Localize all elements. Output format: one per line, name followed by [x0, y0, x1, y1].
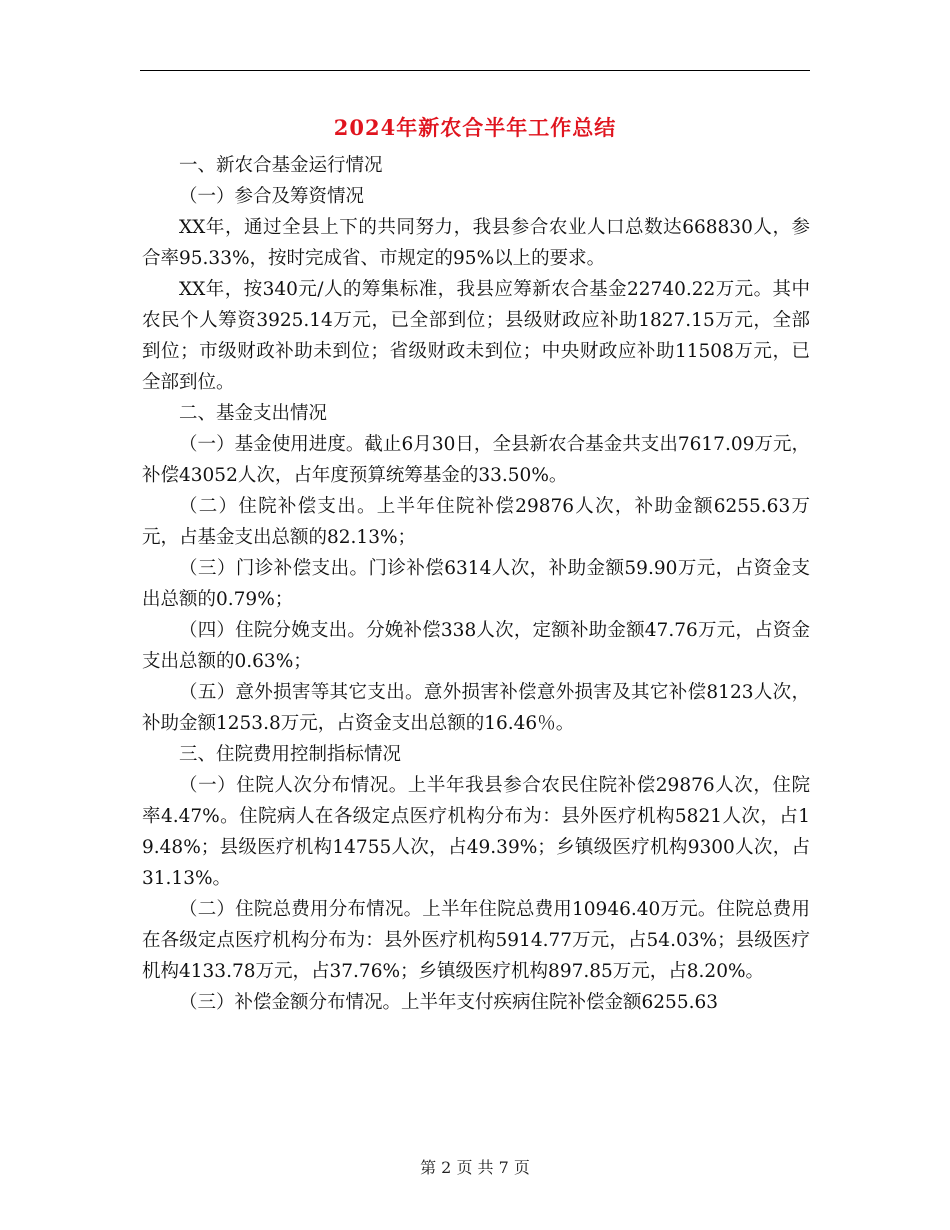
section-heading-fund-operation: 一、新农合基金运行情况	[179, 155, 383, 176]
paragraph-outpatient-compensation: （三）门诊补偿支出。门诊补偿6314人次，补助金额59.90万元，占资金支出总额的0.79%；	[142, 558, 810, 610]
document-title: 2024年新农合半年工作总结	[333, 115, 617, 140]
section-heading-cost-control: 三、住院费用控制指标情况	[179, 744, 402, 765]
section-heading-fund-expenditure: 二、基金支出情况	[179, 403, 328, 424]
document-body	[142, 150, 810, 1018]
page-number: 第 2 页 共 7 页	[420, 1158, 530, 1177]
subsection-heading-enrollment: （一）参合及筹资情况	[179, 186, 365, 207]
paragraph-inpatient-distribution: （一）住院人次分布情况。上半年我县参合农民住院补偿29876人次，住院率4.47%。住院病人在各级定点医疗机构分布为：县外医疗机构5821人次，占19.48%；县级医疗机构14755人次，占49.39%；乡镇级医疗机构9300人次，占31.13%。	[142, 775, 810, 889]
paragraph-fund-usage: （一）基金使用进度。截止6月30日，全县新农合基金共支出7617.09万元，补偿43052人次，占年度预算统筹基金的33.50%。	[142, 434, 810, 486]
paragraph-inpatient-compensation: （二）住院补偿支出。上半年住院补偿29876人次，补助金额6255.63万元，占基金支出总额的82.13%；	[142, 496, 810, 548]
paragraph-compensation-distribution: （三）补偿金额分布情况。上半年支付疾病住院补偿金额6255.63	[179, 992, 719, 1013]
paragraph-total-cost-distribution: （二）住院总费用分布情况。上半年住院总费用10946.40万元。住院总费用在各级定点医疗机构分布为：县外医疗机构5914.77万元，占54.03%；县级医疗机构4133.78万元，占37.76%；乡镇级医疗机构897.85万元，占8.20%。	[142, 899, 810, 982]
paragraph-accident-other: （五）意外损害等其它支出。意外损害补偿意外损害及其它补偿8123人次，补助金额1253.8万元，占资金支出总额的16.46％。	[142, 682, 810, 734]
paragraph-enrollment: XX年，通过全县上下的共同努力，我县参合农业人口总数达668830人，参合率95.33%，按时完成省、市规定的95%以上的要求。	[142, 217, 810, 269]
header-rule	[140, 70, 810, 71]
paragraph-fundraising: XX年，按340元/人的筹集标准，我县应筹新农合基金22740.22万元。其中农民个人筹资3925.14万元，已全部到位；县级财政应补助1827.15万元，全部到位；市级财政补助未到位；省级财政未到位；中央财政应补助11508万元，已全部到位。	[142, 279, 810, 393]
paragraph-childbirth: （四）住院分娩支出。分娩补偿338人次，定额补助金额47.76万元，占资金支出总额的0.63%；	[142, 620, 810, 672]
